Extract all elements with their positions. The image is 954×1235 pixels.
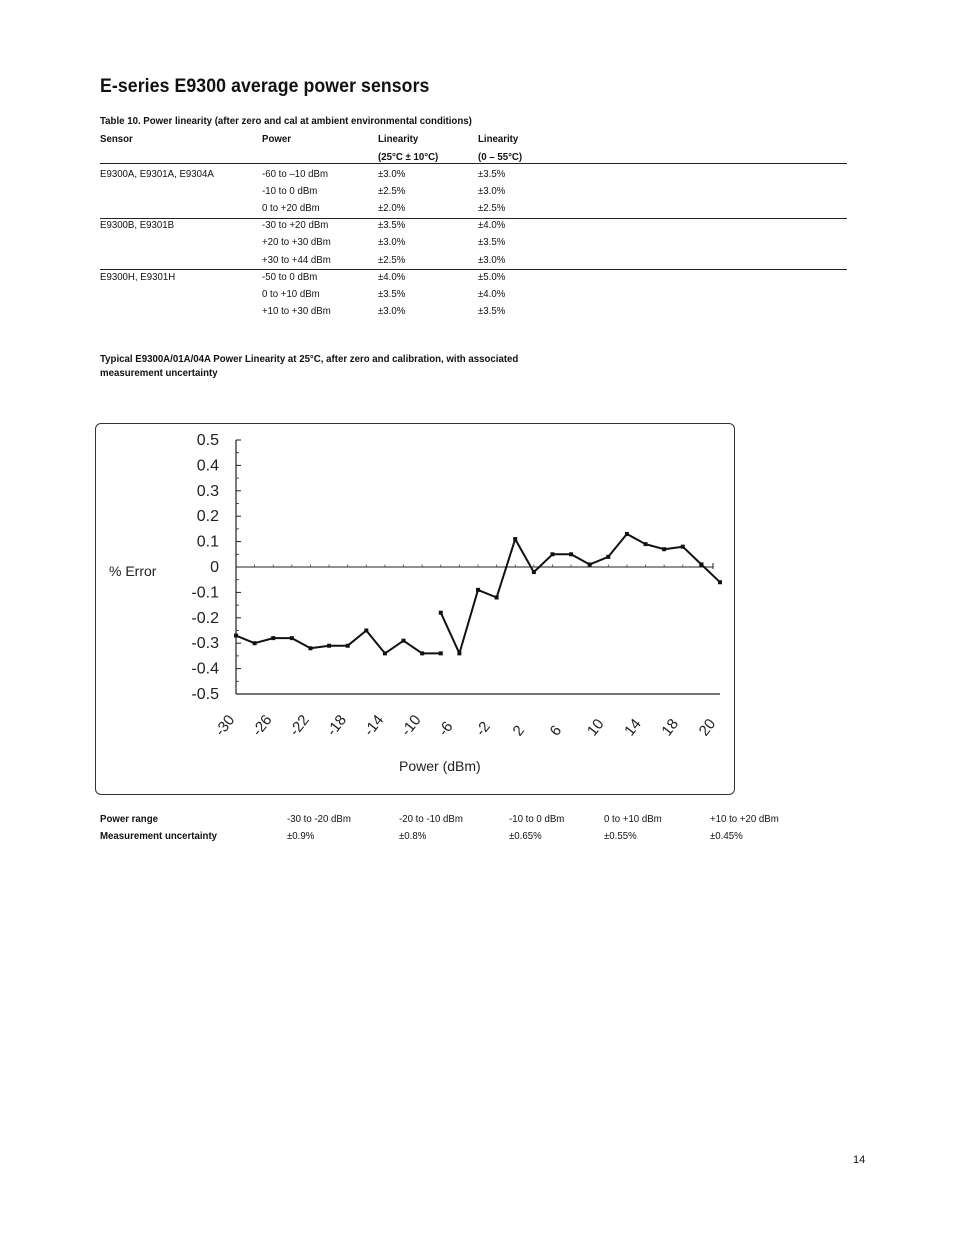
uncertainty-label: Measurement uncertainty <box>100 830 218 842</box>
power-cell: +20 to +30 dBm <box>262 236 331 248</box>
linearity-cell: ±4.0% <box>478 288 506 300</box>
power-cell: -30 to +20 dBm <box>262 219 329 231</box>
data-point <box>327 644 331 648</box>
y-tick-label: -0.1 <box>191 584 219 602</box>
series-line <box>236 631 441 654</box>
uncertainty-cell: ±0.45% <box>710 830 743 842</box>
linearity-cell: ±5.0% <box>478 271 506 283</box>
page-number: 14 <box>853 1154 866 1166</box>
power-cell: -60 to –10 dBm <box>262 168 329 180</box>
linearity-cell: ±3.5% <box>478 236 506 248</box>
linearity-cell: ±3.0% <box>378 168 406 180</box>
data-point <box>290 636 294 640</box>
data-point <box>253 641 257 645</box>
power-range-cell: +10 to +20 dBm <box>710 813 779 825</box>
x-tick-label: -30 <box>211 711 239 740</box>
y-tick-label: 0.5 <box>196 432 219 449</box>
data-point <box>662 547 666 551</box>
linearity-cell: ±2.5% <box>378 254 406 266</box>
figure-caption: Typical E9300A/01A/04A Power Linearity at 25°C, after zero and calibration, with associated measurement uncertainty <box>100 353 519 379</box>
linearity-cell: ±3.0% <box>478 254 506 266</box>
sensor-name: E9300H, E9301H <box>100 271 176 283</box>
x-tick-label: -6 <box>434 718 457 740</box>
data-point <box>439 611 443 615</box>
data-point <box>625 532 629 536</box>
x-tick-label: 14 <box>621 715 645 740</box>
power-cell: -10 to 0 dBm <box>262 185 318 197</box>
x-tick-label: 20 <box>695 715 720 740</box>
data-point <box>346 644 350 648</box>
x-tick-label: 10 <box>583 715 608 740</box>
header-power: Power <box>262 133 291 145</box>
x-tick-label: 18 <box>658 715 683 740</box>
x-axis-label: Power (dBm) <box>399 758 481 774</box>
power-cell: +30 to +44 dBm <box>262 254 331 266</box>
linearity-cell: ±3.5% <box>378 288 406 300</box>
series-line <box>441 534 702 653</box>
data-point <box>569 552 573 556</box>
data-point <box>476 588 480 592</box>
data-point <box>234 634 238 638</box>
linearity-cell: ±3.5% <box>478 305 506 317</box>
header-linearity-0-55c-range: (0 – 55°C) <box>478 151 523 163</box>
data-point <box>364 629 368 633</box>
y-tick-label: 0.4 <box>196 457 219 475</box>
y-tick-label: -0.5 <box>191 686 219 703</box>
power-cell: 0 to +20 dBm <box>262 202 320 214</box>
x-tick-label: -14 <box>360 711 388 740</box>
y-tick-label: -0.3 <box>191 635 219 653</box>
x-tick-label: -2 <box>472 718 494 740</box>
x-tick-label: -22 <box>286 711 313 740</box>
header-sensor: Sensor <box>100 133 133 145</box>
y-tick-label: -0.2 <box>191 609 219 627</box>
data-point <box>402 639 406 643</box>
x-tick-label: -26 <box>248 711 276 740</box>
x-tick-label: 6 <box>546 722 566 740</box>
power-range-cell: -10 to 0 dBm <box>509 813 565 825</box>
linearity-cell: ±4.0% <box>478 219 506 231</box>
data-point <box>420 651 424 655</box>
linearity-cell: ±3.5% <box>378 219 406 231</box>
data-point <box>308 646 312 650</box>
data-point <box>457 651 461 655</box>
data-point <box>681 545 685 549</box>
header-linearity-0-55c: Linearity <box>478 133 519 145</box>
uncertainty-cell: ±0.65% <box>509 830 542 842</box>
linearity-cell: ±3.0% <box>378 305 406 317</box>
sensor-name: E9300A, E9301A, E9304A <box>100 168 214 180</box>
page-title: E-series E9300 average power sensors <box>100 76 430 97</box>
linearity-cell: ±3.0% <box>478 185 506 197</box>
header-linearity-25c: Linearity <box>378 133 419 145</box>
data-point <box>644 542 648 546</box>
x-tick-label: -18 <box>323 711 351 740</box>
uncertainty-cell: ±0.8% <box>399 830 427 842</box>
data-point <box>606 555 610 559</box>
data-point <box>271 636 275 640</box>
linearity-cell: ±4.0% <box>378 271 406 283</box>
power-cell: +10 to +30 dBm <box>262 305 331 317</box>
linearity-cell: ±2.5% <box>478 202 506 214</box>
y-axis-label: % Error <box>109 563 157 579</box>
linearity-cell: ±2.5% <box>378 185 406 197</box>
y-tick-label: 0.1 <box>196 533 219 551</box>
uncertainty-cell: ±0.55% <box>604 830 637 842</box>
power-range-cell: -20 to -10 dBm <box>399 813 463 825</box>
data-point <box>588 562 592 566</box>
data-point <box>532 570 536 574</box>
linearity-cell: ±3.0% <box>378 236 406 248</box>
data-point <box>495 595 499 599</box>
x-tick-label: -10 <box>397 711 425 740</box>
y-tick-label: 0 <box>210 559 219 576</box>
uncertainty-cell: ±0.9% <box>287 830 315 842</box>
data-point <box>383 651 387 655</box>
linearity-cell: ±3.5% <box>478 168 506 180</box>
data-point <box>439 651 443 655</box>
sensor-name: E9300B, E9301B <box>100 219 175 231</box>
data-point <box>718 580 722 584</box>
data-point <box>513 537 517 541</box>
y-tick-label: -0.4 <box>191 660 219 678</box>
y-tick-label: 0.2 <box>196 508 219 526</box>
data-point <box>550 552 554 556</box>
power-range-cell: -30 to -20 dBm <box>287 813 351 825</box>
power-range-label: Power range <box>100 813 158 825</box>
linearity-cell: ±2.0% <box>378 202 406 214</box>
y-tick-label: 0.3 <box>196 482 219 500</box>
data-point <box>699 562 703 566</box>
table-caption: Table 10. Power linearity (after zero and cal at ambient environmental conditions) <box>100 115 472 127</box>
header-linearity-25c-range: (25°C ± 10°C) <box>378 151 439 163</box>
power-range-cell: 0 to +10 dBm <box>604 813 662 825</box>
power-cell: 0 to +10 dBm <box>262 288 320 300</box>
x-tick-label: 2 <box>509 722 528 740</box>
power-cell: -50 to 0 dBm <box>262 271 318 283</box>
